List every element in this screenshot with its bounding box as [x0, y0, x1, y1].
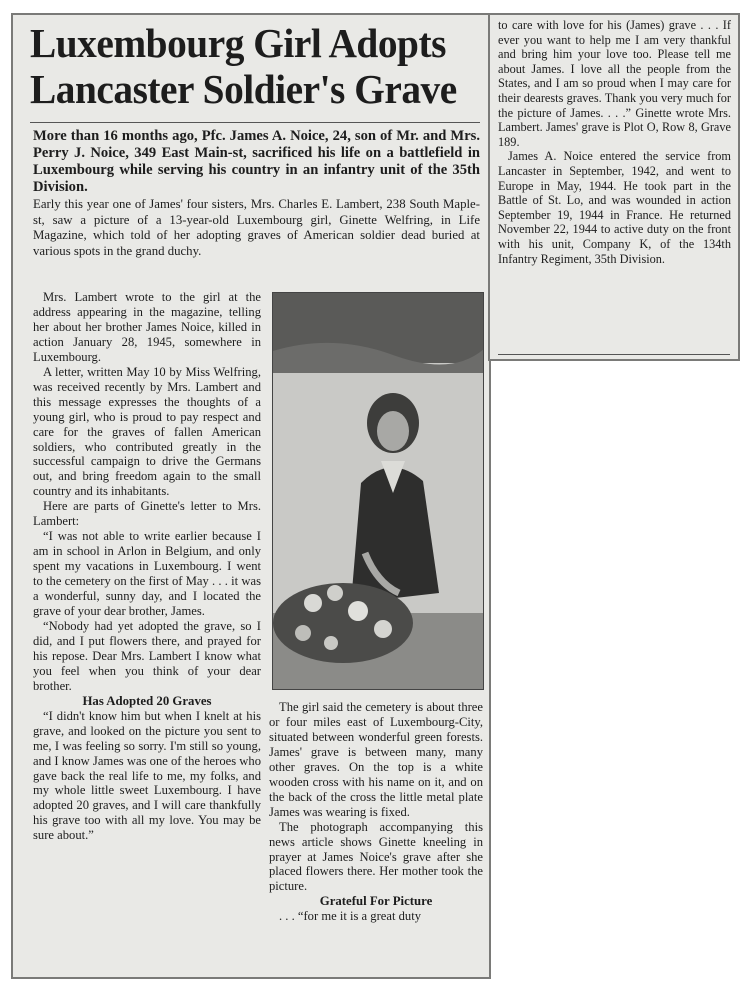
photo-girl-at-grave — [272, 292, 484, 690]
headline-rule — [30, 122, 480, 123]
subhead-adopted: Has Adopted 20 Graves — [82, 693, 212, 708]
paragraph: “I was not able to write earlier because I am in school in Arlon in Belgium, and only spent my vacations in Luxembourg. I went to the cemetery on the first of May . . . it was a wonderful, sunny day, and I located the grave of your dear brother, James. — [33, 529, 261, 619]
side-column — [498, 18, 731, 266]
left-column — [33, 290, 261, 843]
paragraph: “Nobody had yet adopted the grave, so I did, and I put flowers there, and prayed for his repose. Dear Mrs. Lambert I know what you feel when you think of your dear brother. — [33, 618, 261, 693]
paragraph: The photograph accompanying this news article shows Ginette kneeling in prayer at James Noice's grave after she placed flowers there. Her mother took the picture. — [269, 819, 483, 894]
paragraph: . . . “for me it is a great duty — [279, 909, 421, 924]
paragraph: Mrs. Lambert wrote to the girl at the address appearing in the magazine, telling her about her brother James Noice, killed in action January 28, 1945, somewhere in Luxembourg. — [33, 290, 261, 364]
paragraph: “I didn't know him but when I knelt at his grave, and looked on the picture you sent to me, I was feeling so sorry. I'm still so young, and I know James was one of the heroes who gave back the real life to me, my folks, and my whole little sweet Luxembourg. I have adopted 20 graves, and I will care thankfully his grave too with all my love. You may be sure about.” — [33, 708, 261, 843]
paragraph: A letter, written May 10 by Miss Welfring, was received recently by Mrs. Lambert and this message expresses the thoughts of a young girl, who is proud to pay respect and care for the graves of fallen American soldiers, who contributed greatly in the successful campaign to drive the Germans out, and bring freedom again to the small country and its inhabitants. — [33, 364, 261, 499]
headline-line-1: Luxembourg Girl Adopts — [30, 20, 446, 66]
right-column — [269, 700, 483, 924]
headline-line-2: Lancaster Soldier's Grave — [30, 66, 457, 112]
subhead-grateful: Grateful For Picture — [319, 894, 433, 909]
paragraph: The girl said the cemetery is about three or four miles east of Luxembourg-City, situated between wonderful green forests. James' grave is between many, many other graves. On the top is a white wooden cross with his name on it, and on the back of the cross the little metal plate James was wearing is fixed. — [269, 700, 483, 819]
lead-paragraph: More than 16 months ago, Pfc. James A. Noice, 24, son of Mr. and Mrs. Perry J. Noice, 349 East Main-st, sacrificed his life on a battlefield in Luxembourg while serving his country in an infantry unit of the 35th Division. — [33, 128, 480, 195]
headline — [30, 20, 460, 112]
paragraph: Here are parts of Ginette's letter to Mrs. Lambert: — [33, 499, 261, 529]
side-end-rule — [498, 354, 730, 355]
paragraph: to care with love for his (James) grave . . . If ever you want to help me I am very thankful and bring him your love too. Please tell me about James. I love all the people from the States, and I am so proud when I may care for their dearests graves. Thank you very much for the picture of James. . . .” Ginette wrote Mrs. Lambert. James' grave is Plot O, Row 8, Grave 189. — [498, 18, 731, 149]
paragraph: James A. Noice entered the service from Lancaster in September, 1942, and went to Europe in May, 1944. He took part in the Battle of St. Lo, and was wounded in action September 19, 1944 in France. He returned November 22, 1944 to active duty on the front with his unit, Company K, of the 134th Infantry Regiment, 35th Division. — [498, 149, 731, 266]
photo-illustration — [273, 293, 484, 690]
lead-paragraph-2: Early this year one of James' four sisters, Mrs. Charles E. Lambert, 238 South Maple-st, saw a picture of a 13-year-old Luxembourg girl, Ginette Welfring, in Life Magazine, which told of her adopting graves of American soldier dead buried at various spots in the grand duchy. — [33, 197, 480, 258]
